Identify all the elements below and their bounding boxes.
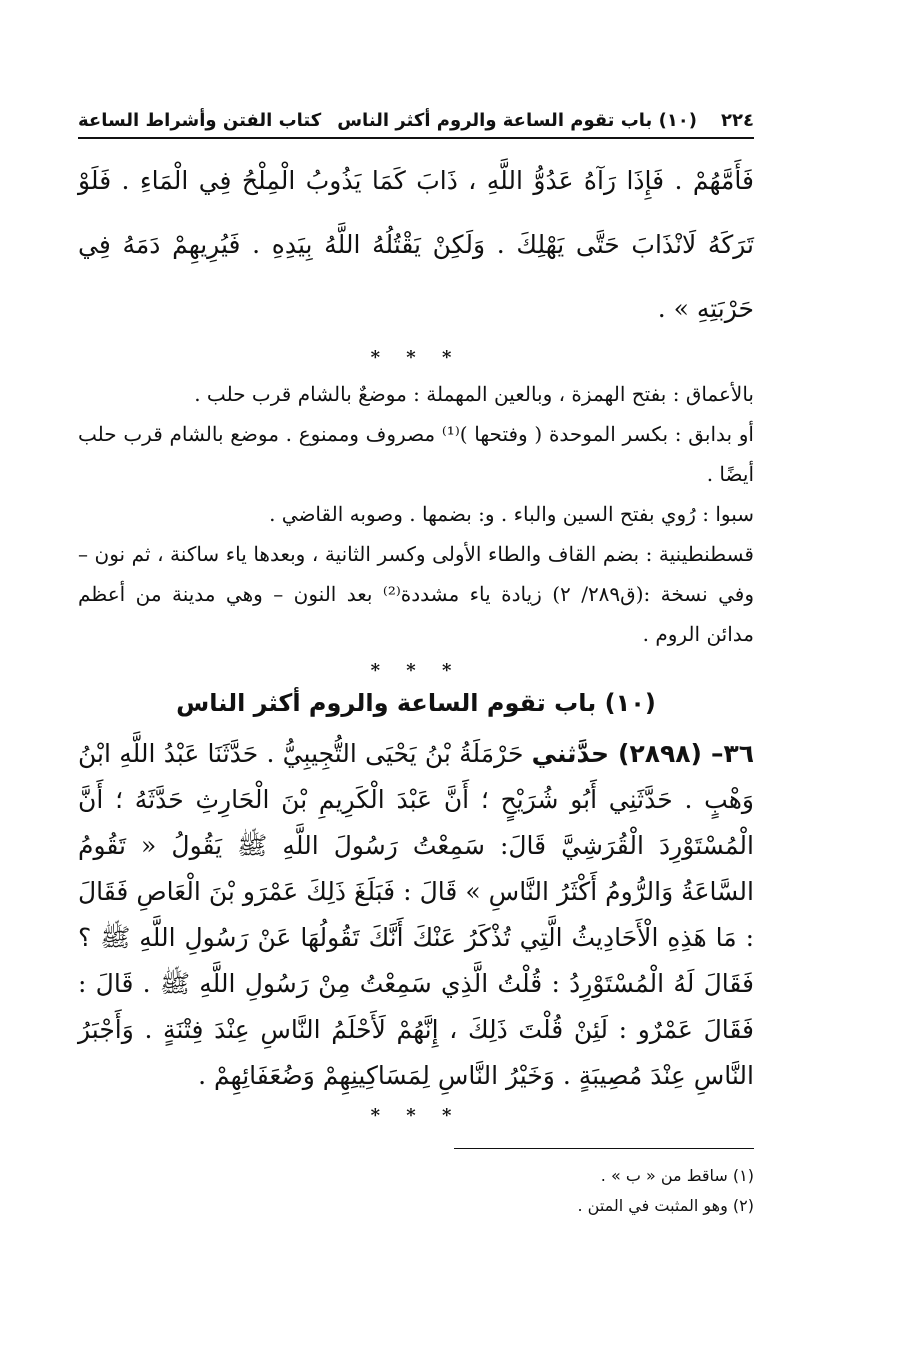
- separator-2: * * *: [370, 660, 462, 681]
- footnotes: [78, 1161, 754, 1221]
- running-header: [78, 110, 754, 139]
- hadith-body: حَرْمَلَةُ بْنُ يَحْيَى التُّجِيبِيُّ . حَدَّثَنَا عَبْدُ اللَّهِ ابْنُ وَهْبٍ . حَدَّثَنِي أَبُو شُرَيْحٍ ؛ أَنَّ عَبْدَ الْكَرِيمِ بْنَ الْحَارِثِ حَدَّثَهُ ؛ أَنَّ الْمُسْتَوْرِدَ الْقُرَشِيَّ قَالَ: سَمِعْتُ رَسُولَ اللَّهِ ﷺ يَقُولُ « تَقُومُ السَّاعَةُ وَالرُّومُ أَكْثَرُ النَّاسِ » قَالَ : فَبَلَغَ ذَلِكَ عَمْرَو بْنَ الْعَاصِ فَقَالَ : مَا هَذِهِ الْأَحَادِيثُ الَّتِي تُذْكَرُ عَنْكَ أَنَّكَ تَقُولُهَا عَنْ رَسُولِ اللَّهِ ﷺ ؟ فَقَالَ لَهُ الْمُسْتَوْرِدُ : قُلْتُ الَّذِي سَمِعْتُ مِنْ رَسُولِ اللَّهِ ﷺ . قَالَ : فَقَالَ عَمْرٌو : لَئِنْ قُلْتَ ذَلِكَ ، إِنَّهُمْ لَأَحْلَمُ النَّاسِ عِنْدَ فِتْنَةٍ . وَأَجْبَرُ النَّاسِ عِنْدَ مُصِيبَةٍ . وَخَيْرُ النَّاسِ لِمَسَاكِينِهِمْ وَضُعَفَائِهِمْ .: [78, 739, 754, 1090]
- hadith-number: ٣٦– (٢٨٩٨) حدَّثني: [531, 739, 754, 768]
- note-item: أو بدابق : بكسر الموحدة ( وفتحها )⁽¹⁾ مصروف وممنوع . موضع بالشام قرب حلب أيضًا .: [78, 422, 754, 486]
- note-item: قسطنطينية : بضم القاف والطاء الأولى وكسر الثانية ، وبعدها ياء ساكنة ، ثم نون –وفي نسخة :(ق٢٨٩/ ٢) زيادة ياء مشددة⁽²⁾ بعد النون – وهي مدينة من أعظم مدائن الروم .: [78, 542, 754, 646]
- hadith-text: [78, 731, 754, 1099]
- note-item: سبوا : رُوي بفتح السين والباء . و: بضمها . وصوبه القاضي .: [269, 502, 754, 526]
- footnote-rule: [454, 1148, 754, 1149]
- page-number: ٢٢٤: [721, 110, 754, 131]
- chapter-title: (١٠) باب تقوم الساعة والروم أكثر الناس: [176, 689, 656, 717]
- section-title: (١٠) باب تقوم الساعة والروم أكثر الناس: [337, 110, 698, 131]
- separator-1: * * *: [370, 347, 462, 368]
- separator-3: * * *: [370, 1105, 462, 1126]
- book-title: كتاب الفتن وأشراط الساعة: [78, 110, 322, 131]
- page-body: [78, 110, 754, 1221]
- header-right-group: [337, 110, 754, 131]
- matn-text: فَأَمَّهُمْ . فَإِذَا رَآهُ عَدُوُّ اللَّهِ ، ذَابَ كَمَا يَذُوبُ الْمِلْحُ فِي الْمَاءِ . فَلَوْ تَرَكَهُ لَانْذَابَ حَتَّى يَهْلِكَ . وَلَكِنْ يَقْتُلُهُ اللَّهُ بِيَدِهِ . فَيُرِيهِمْ دَمَهُ فِي حَرْبَتِهِ » .: [78, 166, 754, 323]
- note-item: بالأعماق : بفتح الهمزة ، وبالعين المهملة : موضعٌ بالشام قرب حلب .: [194, 382, 754, 406]
- footnote-item: (١) ساقط من « ب » .: [600, 1166, 754, 1185]
- notes-block: [78, 374, 754, 654]
- footnote-item: (٢) وهو المثبت في المتن .: [577, 1196, 754, 1215]
